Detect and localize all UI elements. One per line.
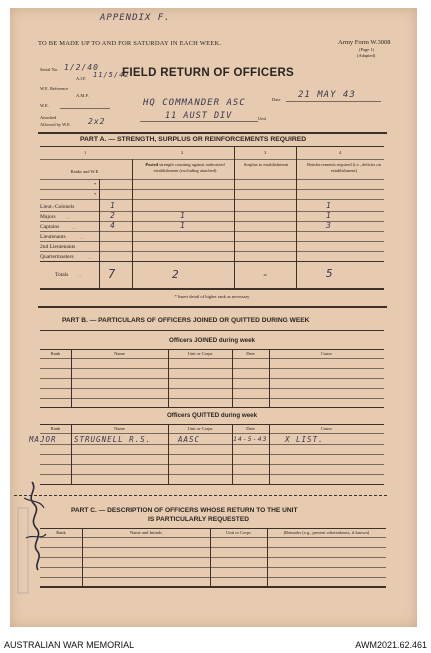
col3-header: Surplus to establishment <box>243 162 289 167</box>
attached-label: Attached <box>40 115 57 120</box>
rank-lieut-colonels: Lieut.-Colonels <box>40 204 75 210</box>
page-note: (Page 1) <box>359 47 375 52</box>
total-we: 7 <box>108 267 117 281</box>
joined-col-name: Name <box>114 351 125 356</box>
aif-value: 11/5/42 <box>93 71 130 79</box>
footer-left: AUSTRALIAN WAR MEMORIAL <box>4 640 135 650</box>
posted-captains: 1 <box>180 221 186 230</box>
rank-quartermasters: Quartermasters <box>40 254 74 260</box>
we-lieut-colonels: 1 <box>110 201 116 210</box>
serial-label: Serial No. <box>40 67 59 72</box>
reinf-majors: 1 <box>326 211 332 220</box>
partc-col-rank: Rank <box>56 530 66 535</box>
footer-right: AWM2021.62.461 <box>355 640 427 650</box>
serial-value: 1/2/40 <box>64 63 99 72</box>
total-posted: 2 <box>172 268 180 281</box>
joined-col-rank: Rank <box>50 351 61 356</box>
amf-label: A.M.F. <box>76 93 89 98</box>
date-label: Date <box>272 97 281 102</box>
joined-col-cause: Cause <box>321 351 332 356</box>
quitted-title: Officers QUITTED during week <box>166 412 258 419</box>
we-reference-label: W.E. Reference <box>40 86 69 91</box>
quitted-col-unit: Unit or Corps <box>187 426 213 431</box>
quitted-row-date: 14-5-43 <box>233 435 268 443</box>
totals-label: Totals <box>55 272 69 278</box>
col2-header: Posted strength counting against authorized establishment (excluding attached) <box>145 162 225 173</box>
col-number-1: 1 <box>84 150 87 155</box>
part-b-title: PART B. — PARTICULARS OF OFFICERS JOINED OR QUITTED DURING WEEK <box>62 317 310 324</box>
partc-col-remarks: (Remarks (e.g., present whereabouts, if known) <box>283 530 370 535</box>
unit-handwritten: HQ COMMANDER ASC <box>143 98 246 108</box>
allowed-value: 2x2 <box>88 117 106 126</box>
aif-label: A.I.F. <box>76 76 87 81</box>
allowed-label: Allowed by W.E. <box>40 122 71 127</box>
col-number-2: 2 <box>181 150 184 155</box>
quitted-row-unit: AASC <box>178 435 201 444</box>
part-c-title-line1: PART C. — DESCRIPTION OF OFFICERS WHOSE RETURN TO THE UNIT <box>71 507 298 514</box>
part-a-footnote: * Insert detail of higher rank as necessary <box>174 294 250 299</box>
reinf-captains: 3 <box>326 221 332 230</box>
quitted-col-name: Name <box>114 426 125 431</box>
quitted-col-cause: Cause <box>321 426 332 431</box>
form-title: FIELD RETURN OF OFFICERS <box>122 67 295 79</box>
part-c-title-line2: IS PARTICULARLY REQUESTED <box>148 516 249 523</box>
col-number-4: 4 <box>339 150 342 155</box>
quitted-col-rank: Rank <box>50 426 61 431</box>
date-value: 21 MAY 43 <box>298 90 356 100</box>
we-majors: 2 <box>110 211 116 220</box>
reinf-lieut-colonels: 1 <box>326 201 332 210</box>
quitted-row-rank: MAJOR <box>29 435 57 444</box>
col4-header: Reinforcements required (i.e., deficits on establishment) <box>307 162 381 173</box>
part-a-title: PART A. — STRENGTH, SURPLUS OR REINFORCEMENTS REQUIRED <box>80 136 307 143</box>
form-instruction: TO BE MADE UP TO AND FOR SATURDAY IN EACH WEEK. <box>38 40 222 47</box>
partc-col-name: Name and Initials <box>130 530 162 535</box>
quitted-col-date: Date <box>246 426 255 431</box>
rank-2nd-lieutenants: 2nd Lieutenants <box>40 244 76 250</box>
joined-title: Officers JOINED during week <box>169 337 255 344</box>
total-surplus: - <box>262 268 270 281</box>
joined-col-unit: Unit or Corps <box>187 351 213 356</box>
rank-lieutenants: Lieutenants <box>40 234 66 240</box>
appendix-label: APPENDIX F. <box>100 13 171 23</box>
col1-header: Ranks and W.E. <box>70 169 100 174</box>
we-captains: 4 <box>110 221 116 230</box>
total-reinf: 5 <box>326 267 334 280</box>
we-label: W.E. <box>40 103 49 108</box>
star-2: * <box>94 192 97 197</box>
quitted-row-cause: X LIST. <box>285 435 324 444</box>
partc-col-unit: Unit or Corps <box>226 530 251 535</box>
posted-majors: 1 <box>180 211 186 220</box>
joined-col-date: Date <box>246 351 255 356</box>
rank-captains: Captains <box>40 224 60 230</box>
star-1: * <box>94 182 97 187</box>
unit-label: Unit <box>258 116 267 121</box>
col-number-3: 3 <box>264 150 267 155</box>
army-form-number: Army Form W.3008 <box>338 39 391 46</box>
rank-majors: Majors <box>40 214 56 220</box>
unit-value-2: 11 AUST DIV <box>165 111 233 121</box>
signature-mark <box>16 478 52 603</box>
quitted-row-name: STRUGNELL R.S. <box>74 435 152 444</box>
adapted-note: (Adapted) <box>357 53 376 58</box>
